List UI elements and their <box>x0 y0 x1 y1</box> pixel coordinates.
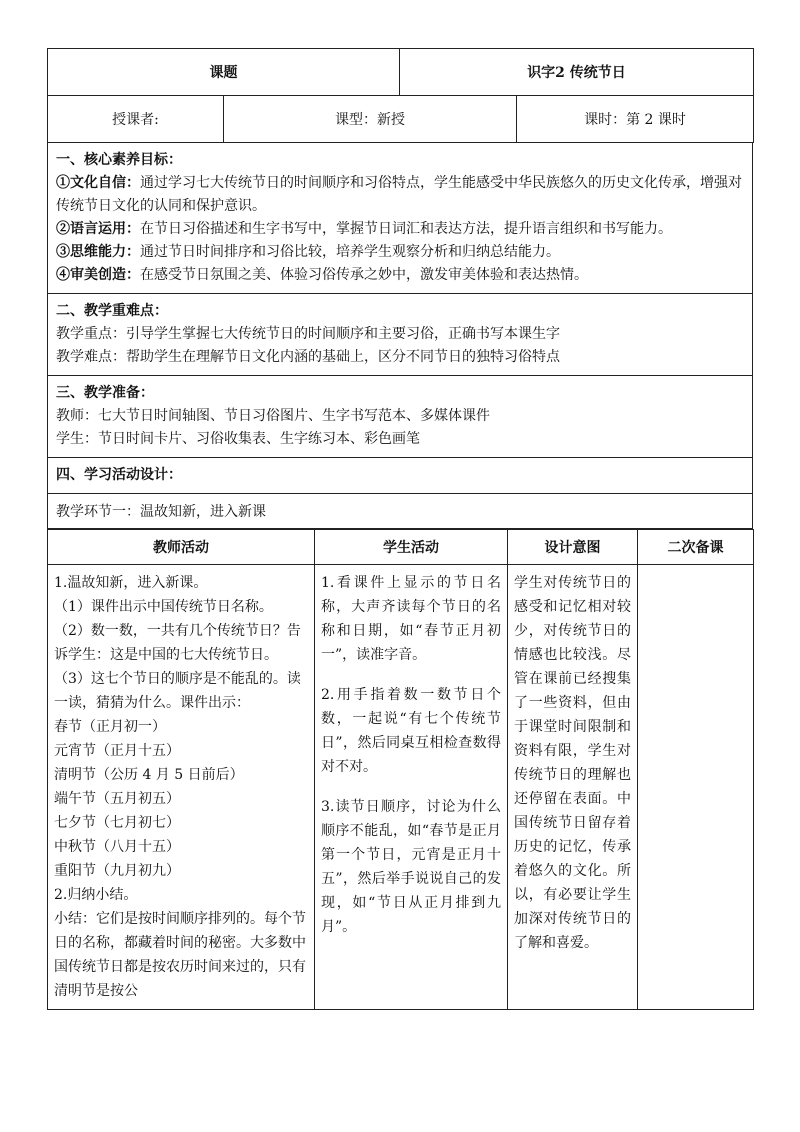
teaching-step: 教学环节一：温故知新，进入新课 <box>48 494 753 529</box>
activities-table <box>47 529 754 1010</box>
goals-title: 一、核心素养目标： <box>56 152 182 168</box>
goal-item <box>56 264 744 287</box>
teacher-label: 授课者: <box>48 96 224 143</box>
header-table <box>47 48 754 143</box>
activities-content-row <box>48 565 754 1010</box>
preparation-title: 三、教学准备： <box>56 385 154 401</box>
student-line: 2.用手指着数一数节日个数，一起说“有七个传统节日”，然后同桌互相检查数得对不对。 <box>321 687 501 775</box>
goal-text: 在感受节日氛围之美、体验习俗传承之妙中，激发审美体验和表达热情。 <box>140 267 588 283</box>
preparation-section <box>48 376 753 458</box>
design-intent-text: 学生对传统节日的感受和记忆相对较少，对传统节日的情感也比较浅。尽管在课前已经搜集了一些资料，但由于课堂时间限制和资料有限，学生对传统节日的理解也还停留在表面。中国传统节日留存着历史的记忆，传承着悠久的文化。所以，有必要让学生加深对传统节日的了解和喜爱。 <box>514 575 631 951</box>
festival-line: 端午节（五月初五） <box>54 791 180 807</box>
lesson-period: 课时：第 2 课时 <box>517 96 754 143</box>
goal-label: ②语言运用： <box>56 221 140 237</box>
key-points-title: 二、教学重难点： <box>56 303 168 319</box>
col-intent: 设计意图 <box>508 530 638 565</box>
teacher-line: （3）这七个节日的顺序是不能乱的。读一读，猜猜为什么。课件出示： <box>54 671 301 711</box>
goal-text: 通过节日时间排序和习俗比较，培养学生观察分析和归纳总结能力。 <box>140 244 560 260</box>
topic-value: 识字2 传统节日 <box>400 49 754 96</box>
goal-text: 通过学习七大传统节日的时间顺序和习俗特点，学生能感受中华民族悠久的历史文化传承，增强对传统节日文化的认同和保护意识。 <box>56 175 742 214</box>
student-activity-cell <box>315 565 508 1010</box>
topic-label: 课题 <box>48 49 400 96</box>
second-prep-cell <box>638 565 754 1010</box>
col-student: 学生活动 <box>315 530 508 565</box>
lesson-plan-page <box>47 48 753 1010</box>
goal-item <box>56 241 744 264</box>
activities-title: 四、学习活动设计： <box>56 467 182 483</box>
goal-item <box>56 218 744 241</box>
festival-line: 元宵节（正月十五） <box>54 743 180 759</box>
teacher-activity-cell <box>48 565 315 1010</box>
student-line: 3.读节日顺序，讨论为什么顺序不能乱，如“春节是正月第一个节日，元宵是正月十五”，然后举手说说自己的发现，如“节日从正月排到九月”。 <box>321 799 501 935</box>
preparation-line: 教师：七大节日时间轴图、节日习俗图片、生字书写范本、多媒体课件 <box>56 408 490 424</box>
teacher-line: 1.温故知新，进入新课。 <box>54 575 208 591</box>
key-point-line: 教学难点：帮助学生在理解节日文化内涵的基础上，区分不同节日的独特习俗特点 <box>56 349 560 365</box>
topic-row <box>48 49 754 96</box>
activities-header-row <box>48 530 754 565</box>
activities-title-cell <box>48 458 753 494</box>
teacher-line: 2.归纳小结。 <box>54 887 138 903</box>
key-point-line: 教学重点：引导学生掌握七大传统节日的时间顺序和主要习俗，正确书写本课生字 <box>56 326 560 342</box>
sections-table <box>47 143 753 529</box>
design-intent-cell <box>508 565 638 1010</box>
goal-label: ③思维能力： <box>56 244 140 260</box>
teacher-line: （1）课件出示中国传统节日名称。 <box>54 599 273 615</box>
festival-line: 重阳节（九月初九） <box>54 863 180 879</box>
preparation-line: 学生：节日时间卡片、习俗收集表、生字练习本、彩色画笔 <box>56 431 420 447</box>
teacher-line: 小结：它们是按时间顺序排列的。每个节日的名称，都藏着时间的秘密。大多数中国传统节日都是按农历时间来过的，只有清明节是按公 <box>54 911 306 999</box>
col-second-prep: 二次备课 <box>638 530 754 565</box>
goal-label: ④审美创造： <box>56 267 140 283</box>
student-line: 1.看课件上显示的节日名称，大声齐读每个节日的名称和日期，如“春节正月初一”，读准字音。 <box>321 575 501 663</box>
festival-line: 清明节（公历 4 月 5 日前后） <box>54 767 244 783</box>
festival-line: 春节（正月初一） <box>54 719 166 735</box>
lesson-type: 课型：新授 <box>224 96 517 143</box>
goal-label: ①文化自信： <box>56 175 140 191</box>
teacher-line: （2）数一数，一共有几个传统节日？告诉学生：这是中国的七大传统节日。 <box>54 623 301 663</box>
goal-item <box>56 172 744 218</box>
goals-section <box>48 143 753 294</box>
goal-text: 在节日习俗描述和生字书写中，掌握节日词汇和表达方法，提升语言组织和书写能力。 <box>140 221 672 237</box>
info-row <box>48 96 754 143</box>
key-points-section <box>48 294 753 376</box>
col-teacher: 教师活动 <box>48 530 315 565</box>
festival-line: 七夕节（七月初七） <box>54 815 180 831</box>
festival-line: 中秋节（八月十五） <box>54 839 180 855</box>
